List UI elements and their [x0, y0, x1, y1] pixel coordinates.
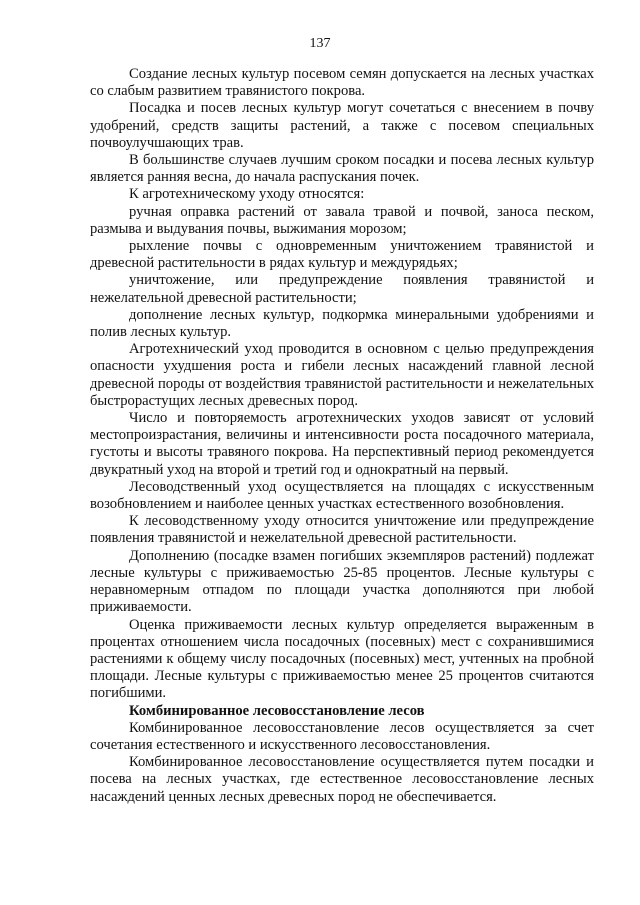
body-paragraph: Посадка и посев лесных культур могут сочетаться с внесением в почву удобрений, средств защиты растений, а также с посевом специальных почвоулучшающих трав.: [90, 100, 594, 151]
body-paragraph: Лесоводственный уход осуществляется на площадях с искусственным возобновлением и наиболее ценных участках естественного возобновления.: [90, 478, 594, 513]
body-paragraph: уничтожение, или предупреждение появления травянистой и нежелательной древесной растительности;: [90, 272, 594, 306]
body-paragraph: Комбинированное лесовосстановление лесов осуществляется за счет сочетания естественного и искусственного лесовосстановления.: [90, 719, 594, 753]
body-paragraph: Агротехнический уход проводится в основном с целью предупреждения опасности ухудшения роста и гибели лесных насаждений главной лесной древесной породы от воздействия травянистой растительности и нежелательных быстрорастущих лесных древесных пород.: [90, 341, 594, 409]
section-heading: Комбинированное лесовосстановление лесов: [129, 702, 425, 719]
body-paragraph: К лесоводственному уходу относится уничтожение или предупреждение появления травянистой и нежелательной древесной растительности.: [90, 513, 594, 547]
body-paragraph: Комбинированное лесовосстановление осуществляется путем посадки и посева на лесных участках, где естественное лесовосстановление лесных насаждений ценных лесных древесных пород не обеспечивается.: [90, 754, 594, 805]
body-paragraph: рыхление почвы с одновременным уничтожением травянистой и древесной растительности в рядах культур и междурядьях;: [90, 238, 594, 272]
body-paragraph: ручная оправка растений от завала травой и почвой, заноса песком, размыва и выдувания почвы, выжимания морозом;: [90, 203, 594, 237]
document-body: [90, 66, 594, 806]
body-paragraph: В большинстве случаев лучшим сроком посадки и посева лесных культур является ранняя весна, до начала распускания почек.: [90, 152, 594, 186]
body-paragraph: Оценка приживаемости лесных культур определяется выраженным в процентах отношением числа посадочных (посевных) мест с сохранившимися растениями к общему числу посадочных (посевных) мест, учтенных на пробной площади. Лесные культуры с приживаемостью менее 25 процентов считаются погибшими.: [90, 616, 594, 702]
body-paragraph: К агротехническому уходу относятся:: [129, 186, 365, 203]
page-number: 137: [309, 36, 331, 51]
body-paragraph: Создание лесных культур посевом семян допускается на лесных участках со слабым развитием травянистого покрова.: [90, 66, 594, 100]
body-paragraph: Число и повторяемость агротехнических уходов зависят от условий местопроизрастания, величины и интенсивности роста посадочного материала, густоты и высоты травяного покрова. На перспективный период рекомендуется двукратный уход на второй и третий год и однократный на первый.: [90, 410, 594, 478]
body-paragraph: дополнение лесных культур, подкормка минеральными удобрениями и полив лесных культур.: [90, 306, 594, 341]
body-paragraph: Дополнению (посадке взамен погибших экземпляров растений) подлежат лесные культуры с приживаемостью 25-85 процентов. Лесные культуры с неравномерным отпадом по площади участка дополняются при любой приживаемости.: [90, 547, 594, 616]
